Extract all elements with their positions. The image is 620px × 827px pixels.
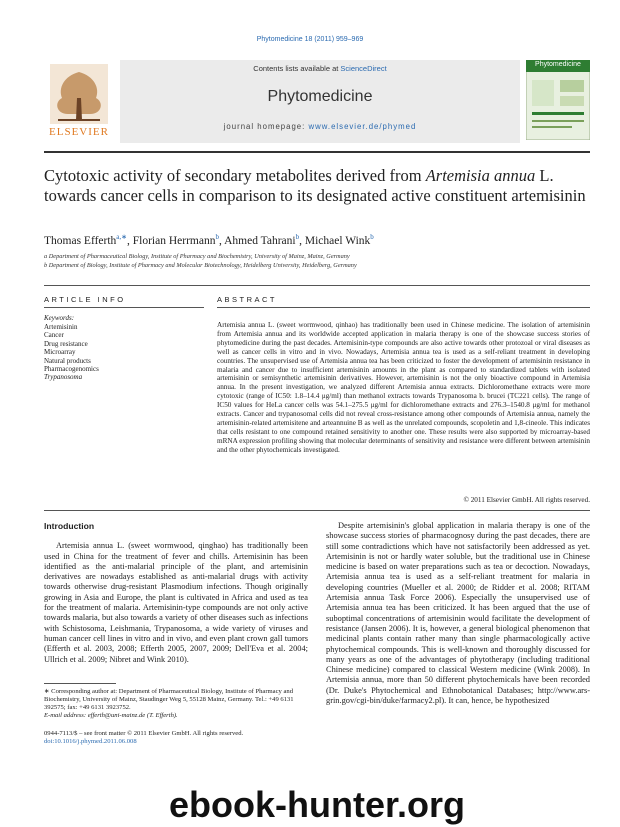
elsevier-wordmark: ELSEVIER bbox=[49, 126, 109, 138]
homepage-prefix: journal homepage: bbox=[223, 122, 309, 131]
author-name[interactable]: Florian Herrmann bbox=[132, 234, 216, 247]
footnote-rule bbox=[44, 683, 116, 684]
section-divider bbox=[44, 285, 590, 286]
affiliation-b: b Department of Biology, Institute of Pharmacy and Molecular Biotechnology, Heidelberg University, Heidelberg, Germany bbox=[44, 262, 357, 269]
author-affiliation-marker[interactable]: b bbox=[370, 233, 374, 241]
title-species: Artemisia annua bbox=[425, 166, 536, 185]
author-list: Thomas Efferth$^{a,∗}$, Florian Herrmann$^b$, Ahmed Tahrani$^b$, Michael Wink$^b$ bbox=[44, 233, 374, 247]
homepage-link[interactable]: www.elsevier.de/phymed bbox=[308, 122, 417, 131]
footnote bbox=[44, 688, 308, 720]
author-email[interactable]: E-mail address: efferth@uni-mainz.de (T. Efferth). bbox=[44, 712, 178, 719]
corresponding-author-note: ∗ Corresponding author at: Department of Pharmaceutical Biology, Institute of Pharmacy and Biochemistry, University of Mainz, Staudinger Weg 5, 55128 Mainz, Germany. Tel.: +49 6131 392575; fax: +49 6131 3923752. bbox=[44, 688, 294, 711]
issn-line: 0944-7113/$ – see front matter © 2011 Elsevier GmbH. All rights reserved. bbox=[44, 730, 244, 737]
header-divider bbox=[44, 151, 590, 153]
author-name[interactable]: Ahmed Tahrani bbox=[224, 234, 296, 247]
author-affiliation-marker[interactable]: a,∗ bbox=[116, 233, 128, 241]
abstract-heading: ABSTRACT bbox=[217, 295, 278, 304]
keyword-item: Drug resistance bbox=[44, 339, 88, 348]
article-info-heading: ARTICLE INFO bbox=[44, 295, 126, 304]
abstract-rule bbox=[217, 307, 590, 308]
abstract-text: Artemisia annua L. (sweet wormwood, qinhao) has traditionally been used in Chinese medicine. The isolation of artemisinin from Artemisia annua and its worldwide accepted application in malaria therapy is one of the showcase success stories of phytomedicine during the past decades. Artemisinin-type compounds are also active towards other protozoal or viral diseases as well as cancer cells in vitro and in vivo. Nowadays, Artemisia annua tea is used as a self-reliant treatment in developing countries. The unsupervised use of Artemisia annua tea has been criticized to foster the development of artemisinin resistance in malaria and cancer due to insufficient artemisinin amounts in the plant as compared to standardized tablets with isolated artemisinin or semisynthetic artemisinin derivatives. However, artemisinin is not the only bioactive compound in Artemisia annua. In the present investigation, we analyzed different Artemisia annua extracts. Dichloromethane extracts were more cytotoxic (range of IC50: 1.8–14.4 μg/ml) than methanol extracts towards Trypanosoma b. brucei (TC221 cells). The range of IC50 values for HeLa cancer cells was 54.1–275.5 μg/ml for dichloromethane extracts and 276.3–1540.8 μg/ml for methanol extracts. Cancer and trypanosomal cells did not reveal cross-resistance among other compounds of Artemisia annua, namely the artemisinin-related artemisitene and arteannuine B as well as the unrelated compounds, scopoletin and 1,8-cineole. This indicates that cells resistant to one compound retained sensitivity to another one. These results were also supported by microarray-based mRNA expression profiling showing that molecular determinants of sensitivity and resistance were different between artemisinin and the other phytochemicals investigated. bbox=[217, 321, 590, 454]
sciencedirect-link[interactable]: ScienceDirect bbox=[340, 64, 387, 73]
title-part-1: Cytotoxic activity of secondary metabolites derived from bbox=[44, 166, 426, 185]
body-column-left bbox=[44, 521, 308, 665]
title-part-2: L. towards cancer cells in comparison to its designated active constituent artemisinin bbox=[44, 166, 586, 205]
cover-icon bbox=[526, 60, 590, 140]
journal-cover-thumbnail[interactable] bbox=[526, 60, 590, 140]
author-name[interactable]: Michael Wink bbox=[304, 234, 371, 247]
introduction-heading: Introduction bbox=[44, 521, 95, 531]
author-affiliation-marker[interactable]: b bbox=[295, 233, 300, 241]
keyword-item: Trypanosoma bbox=[44, 373, 83, 382]
keyword-item: Artemisinin bbox=[44, 323, 78, 331]
keywords-label: Keywords: bbox=[44, 314, 75, 322]
article-title bbox=[44, 166, 590, 206]
article-info-rule bbox=[44, 307, 204, 308]
body-divider bbox=[44, 510, 590, 511]
author-affiliation-marker[interactable]: b bbox=[215, 233, 219, 241]
contents-line bbox=[120, 64, 520, 73]
keyword-item: Cancer bbox=[44, 331, 64, 340]
keywords-block bbox=[44, 314, 204, 494]
affiliation-a: a Department of Pharmaceutical Biology, Institute of Pharmacy and Biochemistry, University of Mainz, Mainz, Germany bbox=[44, 253, 350, 260]
journal-homepage bbox=[120, 122, 520, 131]
body-paragraph: Despite artemisinin's global application in malaria therapy is one of the showcase success stories of pharmacognosy during the past decades, there are still some contradictions which have not satisfactorily been addressed as yet. Artemisinin is not or hardly water soluble, but the traditional use in Chinese medicine is based on water preparations such as tea or decoction. Nowadays, Artemisia annua tea is used as a self-reliant treatment for malaria in developing countries (Mueller et al. 2000; de Ridder et al. 2008; RITAM Artemisia annua Task Force 2006). Especially the unsupervised use of Artemisia annua tea has been criticized. It has been argued that the use of suboptimal concentrations of artemisinin would facilitate the development of resistance (Jansen 2006). It is, however, a general biological phenomenon that medicinal plants contain rather many than single pharmacologically active phytochemical compounds. This is well-known and thoroughly discussed for many years as one of the advantages of phytotherapy (including traditional Chinese medicine) compared to classical Western medicine (Wink 2008). In Artemisia annua, more than 50 different phytochemicals have been recorded (Dr. Duke's Phytochemical and Ethnobotanical Databases; http://www.ars-grin.gov/cgi-bin/duke/farmacy2.pl). It can, hence, be hypothesized bbox=[326, 521, 590, 706]
body-column-right bbox=[326, 521, 590, 706]
keyword-item: Pharmacogenomics bbox=[44, 365, 99, 374]
keyword-item: Microarray bbox=[44, 348, 76, 357]
watermark: ebook-hunter.org bbox=[169, 784, 465, 825]
cover-title: Phytomedicine bbox=[535, 61, 581, 68]
keyword-item: Natural products bbox=[44, 356, 91, 365]
publication-footer bbox=[44, 730, 344, 746]
elsevier-logo bbox=[44, 62, 114, 142]
journal-name: Phytomedicine bbox=[267, 88, 373, 105]
contents-prefix: Contents lists available at bbox=[253, 64, 341, 73]
doi-link[interactable]: doi:10.1016/j.phymed.2011.06.008 bbox=[44, 738, 137, 745]
author-name[interactable]: Thomas Efferth bbox=[44, 234, 117, 247]
body-paragraph: Artemisia annua L. (sweet wormwood, qinghao) has traditionally been used in China for the treatment of fever and chills. Artemisinin has been identified as the anti-malarial principle of the plant, and artemisinin derivatives are nowadays established as anti-malarial drugs with activity towards otherwise drug-resistant Plasmodium infections. Though originally growing in Asia and Europe, the plant is cultivated in Africa and used as tea for the treatment of malaria. Artemisinin-type compounds are not only active towards malaria, but also towards a variety of other diseases such as infections with Schistosoma, Leishmania, Trypanosoma, a wide variety of viruses and human cancer cell lines in vitro and in vivo, and even plant crown gall tumors (Efferth et al. 2003, 2008; Efferth 2005, 2007, 2009; Dell'Eva et al. 2004; Ullrich et al. 2009; Nibret and Wink 2010). bbox=[44, 541, 308, 664]
journal-citation[interactable]: Phytomedicine 18 (2011) 959–969 bbox=[256, 36, 364, 43]
copyright-notice: © 2011 Elsevier GmbH. All rights reserved. bbox=[463, 496, 590, 504]
